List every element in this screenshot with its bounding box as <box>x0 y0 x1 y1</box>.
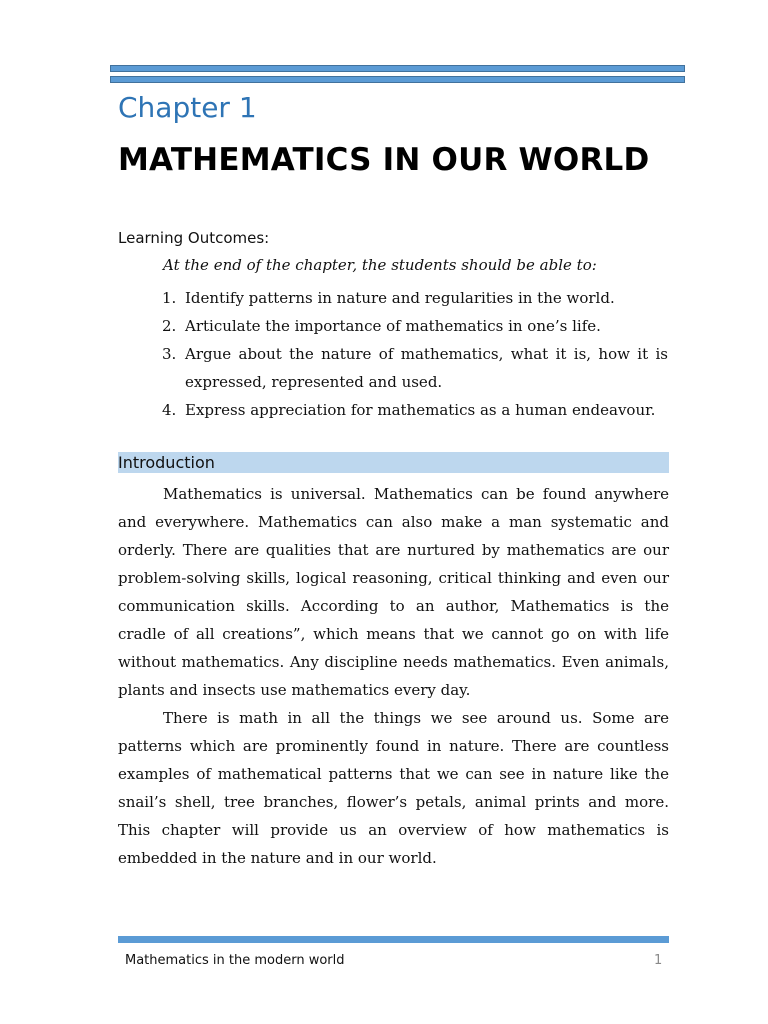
list-item <box>162 340 668 396</box>
learning-outcomes-list <box>162 284 668 424</box>
introduction-body <box>118 480 669 872</box>
list-item-text: Express appreciation for mathematics as a human endeavour. <box>185 401 656 419</box>
footer-rule <box>118 936 669 943</box>
learning-outcomes-intro: At the end of the chapter, the students should be able to: <box>163 256 597 274</box>
paragraph: Mathematics is universal. Mathematics can be found anywhere and everywhere. Mathematics can also make a man systematic and orderly. There are qualities that are nurtured by mathematics are our problem-solving skills, logical reasoning, critical thinking and even our communication skills. According to an author, Mathematics is the cradle of all creations”, which means that we cannot go on with life without mathematics. Any discipline needs mathematics. Even animals, plants and insects use mathematics every day. <box>118 485 669 699</box>
learning-outcomes-heading: Learning Outcomes: <box>118 229 270 247</box>
list-item-text: Argue about the nature of mathematics, what it is, how it is expressed, represented and used. <box>185 345 668 391</box>
list-item <box>162 396 668 424</box>
list-item-number: 3. <box>162 345 177 363</box>
page-number: 1 <box>654 953 663 968</box>
list-item-text: Identify patterns in nature and regularities in the world. <box>185 289 615 307</box>
footer-text: Mathematics in the modern world <box>125 953 345 968</box>
list-item <box>162 284 668 312</box>
header-rule-bottom <box>110 76 685 83</box>
paragraph: There is math in all the things we see around us. Some are patterns which are prominently found in nature. There are countless examples of mathematical patterns that we can see in nature like the snail’s shell, tree branches, flower’s petals, animal prints and more. This chapter will provide us an overview of how mathematics is embedded in the nature and in our world. <box>118 709 669 867</box>
list-item-number: 2. <box>162 317 177 335</box>
list-item-number: 4. <box>162 401 177 419</box>
list-item-number: 1. <box>162 289 177 307</box>
list-item-text: Articulate the importance of mathematics in one’s life. <box>185 317 601 335</box>
header-rule-top <box>110 65 685 72</box>
list-item <box>162 312 668 340</box>
chapter-title: MATHEMATICS IN OUR WORLD <box>118 142 650 178</box>
section-heading-introduction: Introduction <box>118 453 215 472</box>
chapter-label: Chapter 1 <box>118 91 257 124</box>
